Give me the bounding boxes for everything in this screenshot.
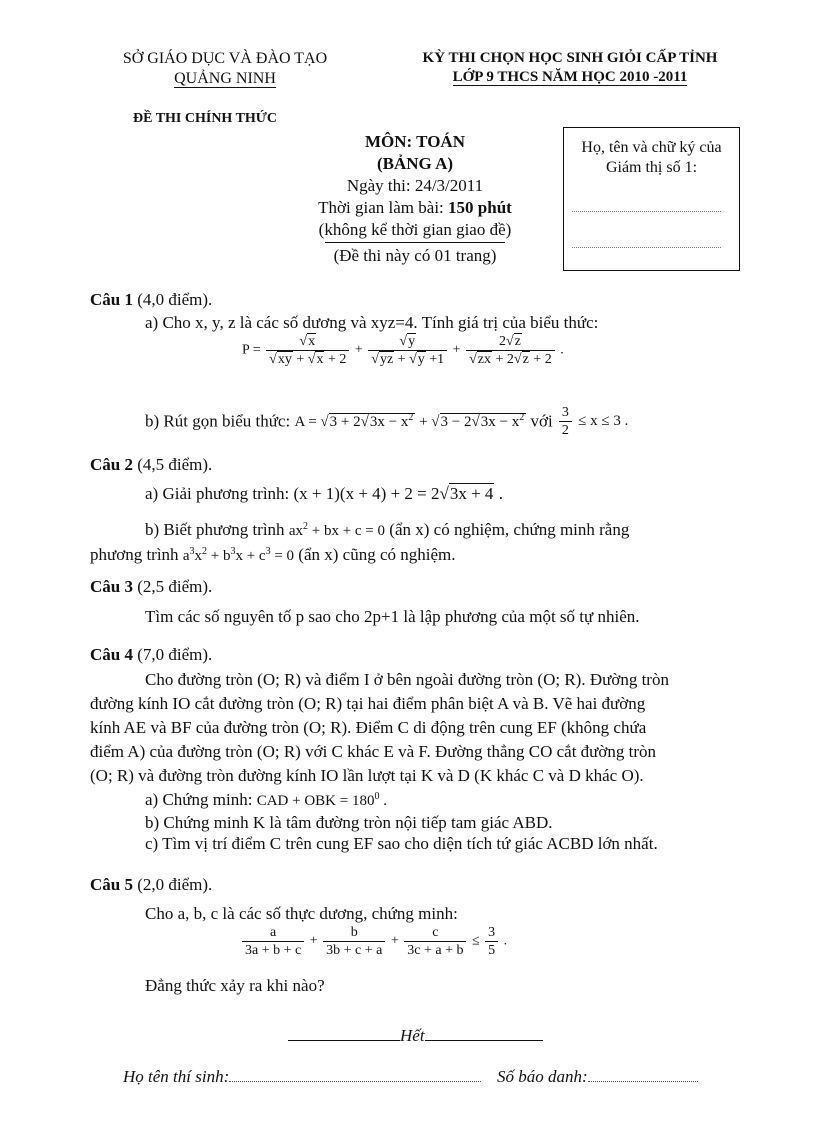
duration-note: (không kể thời gian giao đề) — [318, 220, 512, 239]
q2-a-text: a) Giải phương trình: (x + 1)(x + 4) + 2 = 2√3x + 4 . — [145, 484, 503, 503]
exam-grade-year: LỚP 9 THCS NĂM HỌC 2010 -2011 — [452, 69, 688, 85]
exam-date: Ngày thi: 24/3/2011 — [346, 176, 484, 195]
q4-line-4: điểm A) của đường tròn (O; R) với C khác E và F. Đường thẳng CO cắt đường tròn — [90, 742, 657, 761]
pages-note: (Đề thi này có 01 trang) — [333, 246, 497, 265]
q3-text: Tìm các số nguyên tố p sao cho 2p+1 là lập phương của một số tự nhiên. — [145, 607, 640, 626]
proctor-signature-line-1[interactable] — [572, 211, 721, 212]
q2-b-line2: phương trình $a^3x^2 + b^3x + c^3 = 0$ (ẩn x) cũng có nghiệm. — [90, 545, 456, 564]
subject-title: MÔN: TOÁN — [365, 132, 465, 151]
candidate-number-field[interactable]: Số báo danh: — [497, 1067, 698, 1087]
province-name: QUẢNG NINH — [174, 70, 276, 87]
subject-board: (BẢNG A) — [376, 154, 454, 173]
candidate-name-field[interactable]: Họ tên thí sinh: — [123, 1067, 481, 1087]
divider — [325, 242, 505, 243]
proctor-signature-line-2[interactable] — [572, 247, 721, 248]
exam-title: KỲ THI CHỌN HỌC SINH GIỎI CẤP TỈNH — [422, 50, 718, 66]
q4-b-text: b) Chứng minh K là tâm đường tròn nội tiếp tam giác ABD. — [145, 813, 553, 832]
proctor-label: Họ, tên và chữ ký của — [581, 139, 722, 156]
q1-b-text: b) Rút gọn biểu thức: $A = √3 + 2√3x - x^2 + √3 - 2√3x - x^2$ với $\frac{3}{2}$ ≤ x ≤ 3 . — [145, 405, 629, 438]
q2-heading: Câu 2 (4,5 điểm). — [90, 455, 213, 474]
q4-body — [90, 668, 742, 788]
q3-heading: Câu 3 (2,5 điểm). — [90, 577, 213, 596]
q5-heading: Câu 5 (2,0 điểm). — [90, 875, 213, 894]
department-block — [100, 50, 350, 88]
official-label: ĐỀ THI CHÍNH THỨC — [133, 111, 278, 126]
q4-line-2: đường kính IO cắt đường tròn (O; R) tại hai điểm phân biệt A và B. Vẽ hai đường — [90, 694, 646, 713]
q2-b-line1: b) Biết phương trình $ax^2$ + bx + c = 0 (ẩn x) có nghiệm, chứng minh rằng — [145, 520, 630, 539]
exam-duration: Thời gian làm bài: 150 phút — [318, 198, 512, 217]
q5-formula: $\frac{a}{3a + b + c}$ + $\frac{b}{3b + c + a}$ + $\frac{c}{3c + a + b}$ ≤ $\frac{3}{5}$ . — [240, 924, 507, 959]
q4-heading: Câu 4 (7,0 điểm). — [90, 645, 213, 664]
proctor-number: Giám thị số 1: — [605, 159, 698, 176]
q5-text: Cho a, b, c là các số thực dương, chứng minh: — [145, 904, 458, 923]
q1-a-text: a) Cho x, y, z là các số dương và xyz=4. Tính giá trị của biểu thức: — [145, 313, 599, 332]
q5-equality: Đẳng thức xảy ra khi nào? — [145, 976, 325, 995]
candidate-number-line[interactable] — [588, 1081, 698, 1082]
q1-a-formula: P = $\frac{√x}{√xy + √x + 2}$ + $\frac{√y}{√yz + √y +1}$ + $\frac{2√z}{√zx + 2√z + 2}$ . — [242, 334, 564, 367]
q4-a-text: a) Chứng minh: CAD + OBK = $180^0$ . — [145, 790, 387, 809]
q1-heading: Câu 1 (4,0 điểm). — [90, 290, 213, 309]
subject-block — [290, 131, 540, 267]
end-mark: Hết — [288, 1026, 543, 1046]
q4-line-3: kính AE và BF của đường tròn (O; R). Điểm C di động trên cung EF (không chứa — [90, 718, 647, 737]
candidate-name-line[interactable] — [229, 1081, 481, 1082]
q4-line-1: Cho đường tròn (O; R) và điểm I ở bên ngoài đường tròn (O; R). Đường tròn — [145, 670, 669, 689]
exam-title-block — [370, 50, 770, 86]
q4-line-5: (O; R) và đường tròn đường kính IO lần lượt tại K và D (K khác C và D khác O). — [90, 766, 644, 785]
department-name: SỞ GIÁO DỤC VÀ ĐÀO TẠO — [122, 50, 328, 67]
q4-c-text: c) Tìm vị trí điểm C trên cung EF sao cho diện tích tứ giác ACBD lớn nhất. — [145, 834, 658, 853]
proctor-box — [563, 127, 740, 271]
